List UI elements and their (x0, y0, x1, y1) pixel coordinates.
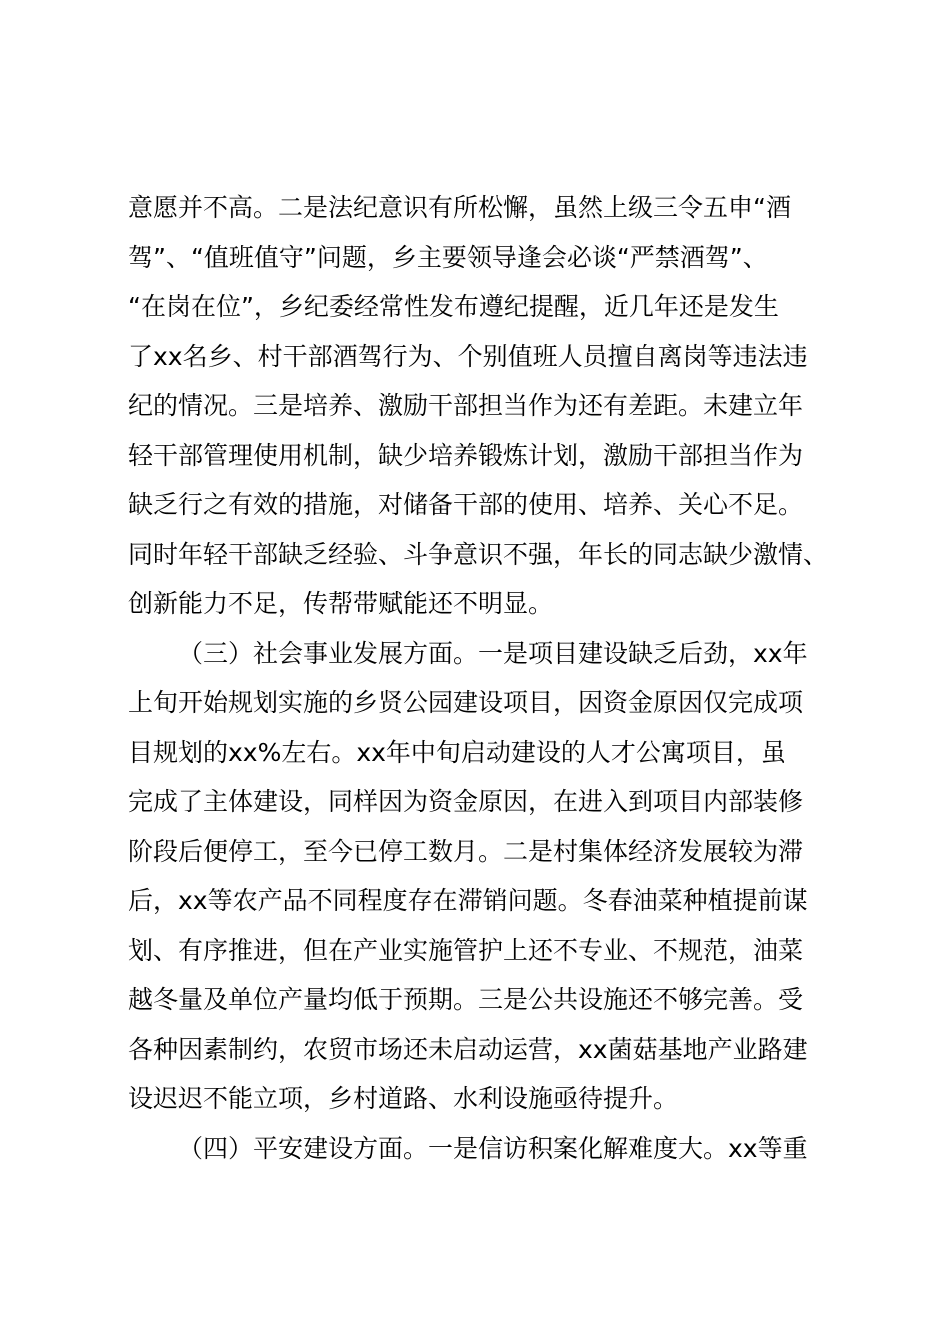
document-body (128, 183, 858, 1173)
text-line: 缺乏行之有效的措施，对储备干部的使用、培养、关心不足。 (128, 490, 804, 519)
text-line: 轻干部管理使用机制，缺少培养锻炼计划，激励干部担当作为 (128, 440, 804, 470)
text-line: 创新能力不足，传帮带赋能还不明显。 (128, 589, 554, 618)
text-line: 上旬开始规划实施的乡贤公园建设项目，因资金原因仅完成项 (128, 688, 804, 717)
text-line: 各种因素制约，农贸市场还未启动运营，xx菌菇基地产业路建 (128, 1034, 808, 1064)
text-line: 越冬量及单位产量均低于预期。三是公共设施还不够完善。受 (128, 985, 804, 1014)
text-line: 完成了主体建设，同样因为资金原因，在进入到项目内部装修 (128, 787, 804, 816)
text-line: 意愿并不高。二是法纪意识有所松懈，虽然上级三令五申“酒 (128, 193, 791, 222)
text-line: 划、有序推进，但在产业实施管护上还不专业、不规范，油菜 (128, 935, 804, 965)
text-line: “在岗在位”，乡纪委经常性发布遵纪提醒，近几年还是发生 (128, 292, 779, 321)
text-line: 纪的情况。三是培养、激励干部担当作为还有差距。未建立年 (128, 391, 804, 420)
text-line: 设迟迟不能立项，乡村道路、水利设施亟待提升。 (128, 1084, 679, 1113)
section-heading-line: （三）社会事业发展方面。一是项目建设缺乏后劲，xx年 (178, 638, 808, 668)
section-heading-line: （四）平安建设方面。一是信访积案化解难度大。xx等重 (178, 1133, 808, 1163)
text-line: 了xx名乡、村干部酒驾行为、个别值班人员擅自离岗等违法违 (128, 341, 808, 371)
text-line: 阶段后便停工，至今已停工数月。二是村集体经济发展较为滞 (128, 836, 804, 866)
text-line: 后，xx等农产品不同程度存在滞销问题。冬春油菜种植提前谋 (128, 886, 808, 915)
text-line: 驾”、“值班值守”问题，乡主要领导逢会必谈“严禁酒驾”、 (128, 242, 768, 272)
text-line: 同时年轻干部缺乏经验、斗争意识不强，年长的同志缺少激情、 (128, 539, 829, 569)
text-line: 目规划的xx%左右。xx年中旬启动建设的人才公寓项目，虽 (128, 737, 786, 767)
